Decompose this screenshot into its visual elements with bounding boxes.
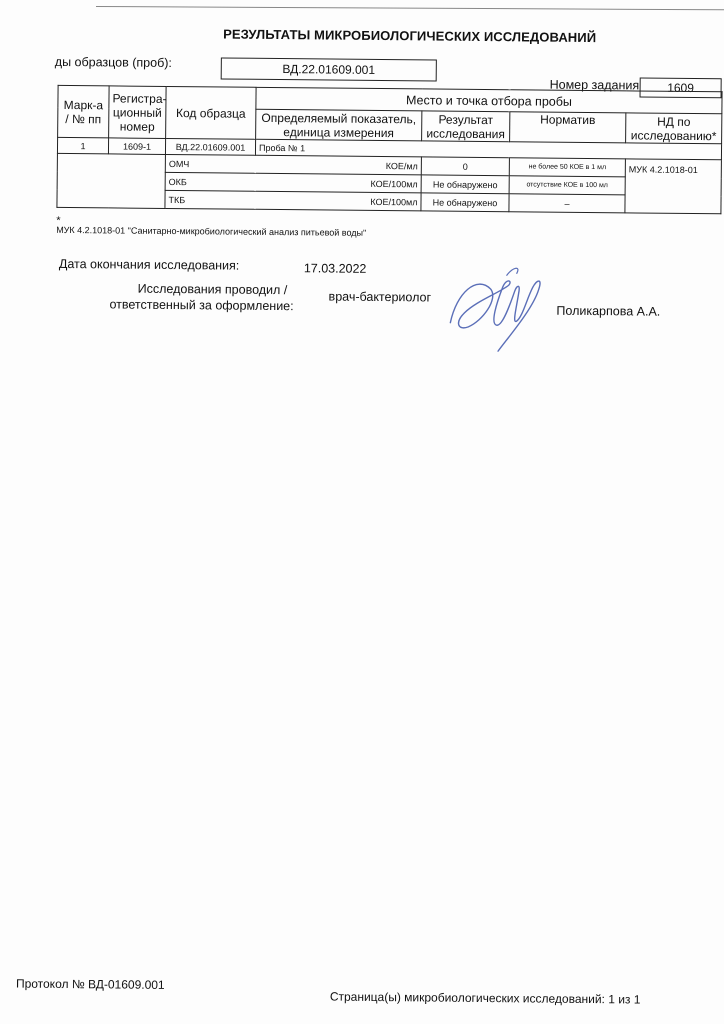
header-mark: Марк-а / № пп <box>58 85 109 137</box>
header-indicator: Определяемый показатель, единица измерения <box>256 109 422 141</box>
sample-place: Проба № 1 <box>255 139 721 159</box>
indicator-result: 0 <box>421 157 509 176</box>
table-header-row <box>58 85 722 113</box>
sample-codes-value: ВД.22.01609.001 <box>282 62 376 77</box>
responsible-person: Поликарпова А.А. <box>556 303 661 319</box>
indicator-unit: КОЕ/100мл <box>370 178 418 189</box>
sample-codes-label: ды образцов (проб): <box>54 54 172 70</box>
header-norm: Норматив <box>510 112 626 143</box>
end-date-label: Дата окончания исследования: <box>58 256 240 273</box>
indicator-result: Не обнаружено <box>421 175 509 194</box>
report-title: РЕЗУЛЬТАТЫ МИКРОБИОЛОГИЧЕСКИХ ИССЛЕДОВАНИЙ <box>223 26 597 46</box>
nd-value: МУК 4.2.1018-01 <box>625 159 722 214</box>
blank-cell <box>57 153 166 208</box>
header-nd: НД по исследованию* <box>626 113 722 144</box>
signature <box>446 263 551 356</box>
position-title: врач-бактериолог <box>328 289 432 305</box>
header-place: Место и точка отбора пробы <box>256 87 722 113</box>
task-number-value: 1609 <box>667 80 695 96</box>
indicator-cell <box>165 190 421 210</box>
header-result: Результат исследования <box>422 111 510 142</box>
page-counter: Страница(ы) микробиологических исследований: 1 из 1 <box>329 989 641 1007</box>
indicator-norm: – <box>509 194 625 213</box>
header-reg: Регистра-ционный номер <box>109 86 166 139</box>
sample-mark: 1 <box>57 137 108 153</box>
footnote-text: МУК 4.2.1018-01 "Санитарно-микробиологический анализ питьевой воды" <box>56 224 367 238</box>
indicator-norm: отсутствие КОЕ в 100 мл <box>509 176 625 195</box>
indicator-unit: КОЕ/мл <box>385 160 418 171</box>
header-code: Код образца <box>166 86 256 139</box>
indicator-norm: не более 50 КОЕ в 1 мл <box>509 158 625 177</box>
sample-code: ВД.22.01609.001 <box>165 138 255 155</box>
indicator-name: ОКБ <box>168 176 187 187</box>
conducted-label-1: Исследования проводил / <box>137 281 288 298</box>
indicator-name: ТКБ <box>168 194 186 205</box>
conducted-label-2: ответственный за оформление: <box>109 297 294 314</box>
task-number-label: Номер задания <box>549 77 640 93</box>
indicator-unit: КОЕ/100мл <box>370 196 418 207</box>
results-table <box>56 85 722 214</box>
sample-reg: 1609-1 <box>108 138 165 155</box>
end-date-value: 17.03.2022 <box>303 261 367 276</box>
indicator-result: Не обнаружено <box>421 193 509 212</box>
indicator-name: ОМЧ <box>168 158 190 169</box>
protocol-number: Протокол № ВД-01609.001 <box>15 976 165 992</box>
footnote-mark: * <box>56 214 61 227</box>
sample-codes-box <box>221 57 437 81</box>
